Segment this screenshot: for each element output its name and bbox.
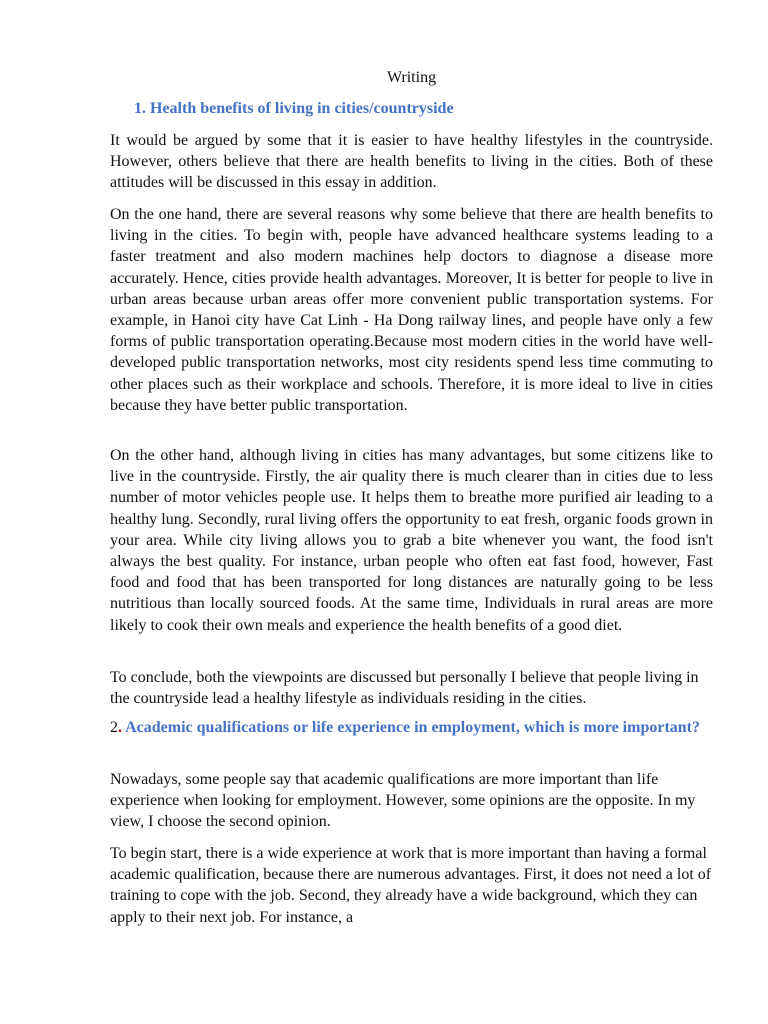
section-1-paragraph-intro: It would be argued by some that it is easier to have healthy lifestyles in the countryside. However, others believe that there are health benefits to living in the cities. Both of these attitudes will be discussed in this essay in addition. <box>110 132 713 192</box>
section-2-paragraph-body: To begin start, there is a wide experience at work that is more important than having a formal academic qualification, because there are numerous advantages. First, it does not need a lot of training to cope with the job. Second, they already have a wide background, which they can apply to their next job. For instance, a <box>110 845 712 926</box>
section-2-paragraph-intro: Nowadays, some people say that academic qualifications are more important than life experience when looking for employment. However, some opinions are the opposite. In my view, I choose the second opinion. <box>110 771 696 831</box>
section-2-title: Academic qualifications or life experience in employment, which is more important? <box>122 719 701 736</box>
section-1-paragraph-conclusion: To conclude, both the viewpoints are discussed but personally I believe that people living in the countryside lead a healthy lifestyle as individuals residing in the cities. <box>110 669 699 708</box>
section-1-paragraph-countryside: On the other hand, although living in cities has many advantages, but some citizens like to live in the countryside. Firstly, the air quality there is much clearer than in cities due to less number of motor vehicles people use. It helps them to breathe more purified air leading to a healthy lung. Secondly, rural living offers the opportunity to eat fresh, organic foods grown in your area. While city living allows you to grab a bite whenever you want, the food isn't always the best quality. For instance, urban people who often eat fast food, however, Fast food and food that has been transported for long distances are naturally going to be less nutritious than locally sourced foods. At the same time, Individuals in rural areas are more likely to cook their own meals and experience the health benefits of a good diet. <box>110 447 713 634</box>
section-1-paragraph-cities: On the one hand, there are several reasons why some believe that there are health benefits to living in the cities. To begin with, people have advanced healthcare systems leading to a faster treatment and also modern machines help doctors to diagnose a disease more accurately. Hence, cities provide health advantages. Moreover, It is better for people to live in urban areas because urban areas offer more convenient public transportation systems. For example, in Hanoi city have Cat Linh - Ha Dong railway lines, and people have only a few forms of public transportation operating.Because most modern cities in the world have well-developed public transportation networks, most city residents spend less time commuting to other places such as their workplace and schools. Therefore, it is more ideal to live in cities because they have better public transportation. <box>110 206 713 414</box>
section-2-number: 2 <box>110 719 118 736</box>
section-1-heading: 1. Health benefits of living in cities/countryside <box>134 100 454 117</box>
section-2-dot: . <box>118 719 122 736</box>
section-2-heading <box>110 717 713 738</box>
document-title: Writing <box>386 69 437 86</box>
